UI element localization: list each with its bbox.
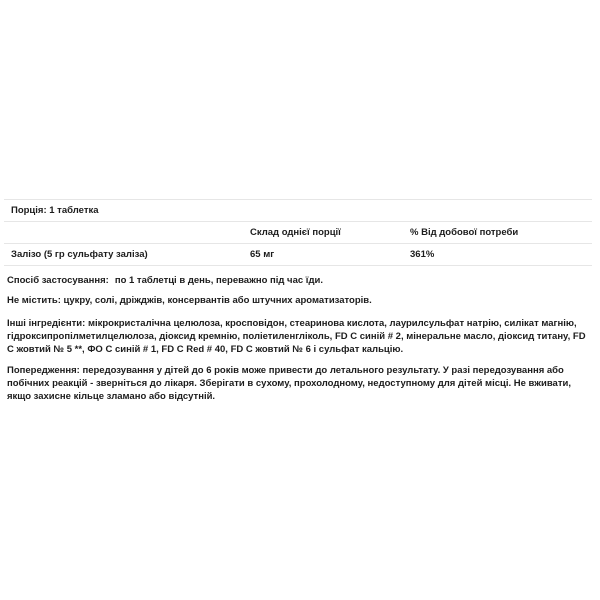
supplement-facts-table (4, 199, 592, 266)
table-row (4, 243, 592, 266)
serving-size-row (4, 199, 592, 221)
ingredient-amount: 65 мг (250, 249, 275, 260)
ingredient-daily-value: 361% (410, 249, 435, 260)
other-ingredients-paragraph: Інші інгредієнти: мікрокристалічна целюлоза, кросповідон, стеаринова кислота, лаурилсульфат натрію, силікат магнію, гідроксипропілметилцелюлоза, діоксид кремнію, поліетиленгліколь, FD C синій # 2, мінеральне масло, діоксид титану, FD C жовтий № 5 **, ФО С синій # 1, FD C Red # 40, FD C жовтий № 6 і сульфат кальцію. (7, 318, 586, 355)
amount-per-serving-header: Склад однієї порції (250, 227, 341, 238)
usage-paragraph (7, 274, 593, 287)
usage-label: Спосіб застосування: (7, 275, 109, 286)
table-header-row (4, 221, 592, 243)
usage-text: по 1 таблетці в день, переважно під час їди. (114, 275, 323, 286)
warning-paragraph: Попередження: передозування у дітей до 6 років може привести до летального результату. У разі передозування або побічних реакцій - зверніться до лікаря. Зберігати в сухому, прохолодному, недоступному для дітей місці. Не вживати, якщо захисне кільце зламано або відсутній. (7, 365, 571, 402)
ingredient-name: Залізо (5 гр сульфату заліза) (11, 249, 148, 260)
free-from-paragraph: Не містить: цукру, солі, дріжджів, консервантів або штучних ароматизаторів. (7, 295, 372, 306)
serving-size: Порція: 1 таблетка (11, 205, 99, 216)
daily-value-header: % Від добової потреби (410, 227, 519, 238)
